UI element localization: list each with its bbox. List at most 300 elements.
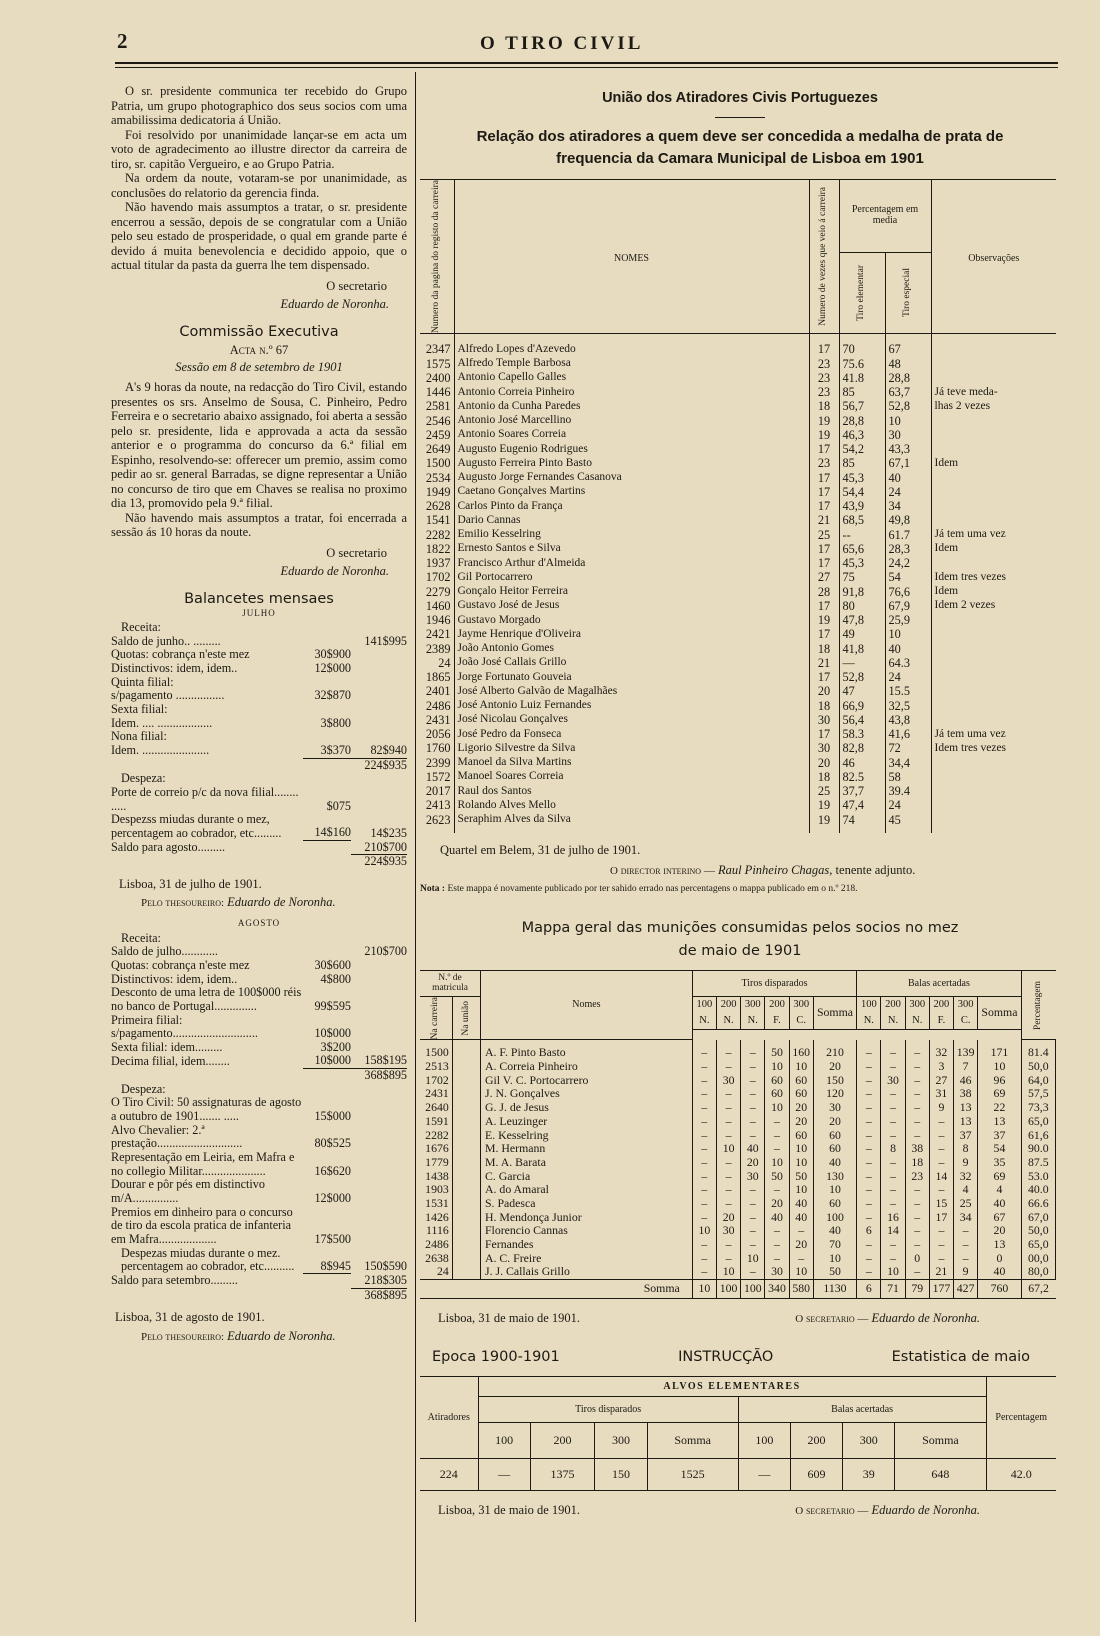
- cell-obs: Já teve meda-: [931, 385, 1056, 399]
- cell: 81.4: [1021, 1040, 1055, 1060]
- cell-vezes: 17: [809, 442, 839, 456]
- cell-pagina: 1949: [420, 485, 454, 499]
- cell-nome: Augusto Eugenio Rodrigues: [454, 442, 809, 456]
- cell: –: [765, 1252, 789, 1266]
- cell: –: [929, 1224, 953, 1238]
- ledger-amount: [303, 772, 351, 786]
- cell: 10: [765, 1060, 789, 1074]
- cell: [452, 1238, 480, 1252]
- cell: 40: [789, 1197, 813, 1211]
- cell: –: [881, 1040, 905, 1060]
- table-row: [420, 784, 1056, 798]
- cell: 4: [954, 1183, 978, 1197]
- table-row: [420, 1170, 1056, 1184]
- cell-elementar: —: [839, 656, 885, 670]
- cell-especial: 15.5: [885, 684, 931, 698]
- st-val: 1525: [647, 1459, 738, 1491]
- cell-nome: Ernesto Santos e Silva: [454, 542, 809, 556]
- cell: M. A. Barata: [481, 1156, 693, 1170]
- cell-vezes: 23: [809, 371, 839, 385]
- cell-pagina: 24: [420, 656, 454, 670]
- cell: [452, 1087, 480, 1101]
- ledger-row: [111, 813, 407, 840]
- cell: –: [857, 1156, 881, 1170]
- table-row: [420, 713, 1056, 727]
- cell-elementar: 45,3: [839, 556, 885, 570]
- cell-especial: 41,6: [885, 727, 931, 741]
- ledger-text: Primeira filial: s/pagamento............................: [111, 1012, 258, 1041]
- cell: 1702: [420, 1074, 452, 1088]
- cell: –: [765, 1115, 789, 1129]
- cell: 65,0: [1021, 1115, 1055, 1129]
- cell: 120: [813, 1087, 856, 1101]
- cell-pagina: 2459: [420, 428, 454, 442]
- cell-elementar: 56,4: [839, 713, 885, 727]
- cell-nome: Manoel da Silva Martins: [454, 756, 809, 770]
- cell: 2638: [420, 1252, 452, 1266]
- cell-nome: Raul dos Santos: [454, 784, 809, 798]
- cell-obs: [931, 813, 1056, 833]
- mappa-footer: [420, 1311, 1060, 1326]
- cell: 23: [905, 1170, 929, 1184]
- cell-nome: Dario Cannas: [454, 513, 809, 527]
- ledger-text: Despeza:: [121, 1081, 166, 1096]
- cell: 73,3: [1021, 1101, 1055, 1115]
- cell: –: [857, 1142, 881, 1156]
- cell: –: [905, 1224, 929, 1238]
- cell: 20: [789, 1115, 813, 1129]
- table-row: [420, 556, 1056, 570]
- cell-pagina: 1575: [420, 357, 454, 371]
- st-val: 42.0: [986, 1459, 1056, 1491]
- cell: 50: [789, 1170, 813, 1184]
- cell: –: [905, 1101, 929, 1115]
- ledger-amount: 8$945: [303, 1247, 351, 1274]
- cell: 0: [905, 1252, 929, 1266]
- ledger-total: [351, 786, 407, 813]
- paragraph: Foi resolvido por unanimidade lançar-se em acta um voto de agradecimento ao illustre director da carreira de tiro, sr. capitão Vergueiro, e ao Grupo Patria.: [111, 127, 407, 171]
- table-row: [420, 385, 1056, 399]
- cell: 40.0: [1021, 1183, 1055, 1197]
- ledger-total: 224$935: [364, 854, 407, 869]
- cell-especial: 30: [885, 428, 931, 442]
- sig-prefix: Pelo thesoureiro:: [141, 1330, 225, 1343]
- cell: 20: [789, 1238, 813, 1252]
- cell-especial: 24: [885, 798, 931, 812]
- cell: 40: [813, 1156, 856, 1170]
- cell-obs: [931, 471, 1056, 485]
- paragraph: Não havendo mais assumptos a tratar, foi encerrada a sessão ás 10 horas da noute.: [111, 510, 407, 540]
- cell: 139: [954, 1040, 978, 1060]
- cell: 0: [978, 1252, 1021, 1266]
- ledger-row: [111, 786, 407, 813]
- cell-vezes: 17: [809, 670, 839, 684]
- cell: –: [716, 1060, 740, 1074]
- header-nomes: NOMES: [613, 252, 649, 264]
- director-line: [420, 863, 1060, 878]
- cell: –: [905, 1060, 929, 1074]
- cell: –: [765, 1129, 789, 1143]
- sig-name: Eduardo de Noronha.: [227, 1328, 336, 1343]
- table-row: [420, 1142, 1056, 1156]
- cell-obs: [931, 713, 1056, 727]
- header-elementar: Tiro elementar: [856, 265, 867, 321]
- cell: –: [905, 1074, 929, 1088]
- cell-elementar: 85: [839, 456, 885, 470]
- cell-especial: 34,4: [885, 756, 931, 770]
- cell-pagina: 2413: [420, 798, 454, 812]
- ledger-row: [111, 1178, 407, 1205]
- cell-nome: João Antonio Gomes: [454, 642, 809, 656]
- cell: 10: [789, 1142, 813, 1156]
- julho-ledger: [111, 621, 407, 869]
- cell: –: [716, 1087, 740, 1101]
- mh-sub: 300 C.: [789, 997, 813, 1030]
- cell-elementar: 75.6: [839, 357, 885, 371]
- cell: –: [857, 1101, 881, 1115]
- cell: 13: [978, 1115, 1021, 1129]
- header-rule-2: [115, 67, 1058, 68]
- cell-obs: [931, 699, 1056, 713]
- cell-elementar: 70: [839, 334, 885, 357]
- epoca: Epoca 1900-1901: [432, 1349, 560, 1366]
- cell-elementar: 75: [839, 570, 885, 584]
- somma-value: 1130: [813, 1279, 856, 1298]
- cell: –: [716, 1101, 740, 1115]
- ledger-row: [111, 973, 407, 987]
- cell: 10: [741, 1252, 765, 1266]
- cell: 3: [929, 1060, 953, 1074]
- cell-obs: [931, 627, 1056, 641]
- ledger-text: Idem. ......................: [111, 743, 210, 758]
- ledger-amount: 32$870: [314, 688, 351, 703]
- cell-pagina: 2400: [420, 371, 454, 385]
- cell: –: [954, 1238, 978, 1252]
- cell: 1426: [420, 1211, 452, 1225]
- st-val: 648: [895, 1459, 986, 1491]
- cell-vezes: 17: [809, 599, 839, 613]
- cell: –: [929, 1156, 953, 1170]
- cell: –: [741, 1087, 765, 1101]
- ledger-total: [351, 676, 407, 690]
- cell-nome: Seraphim Alves da Silva: [454, 813, 809, 833]
- ledger-total: [351, 986, 407, 1013]
- ledger-amount: 12$000: [314, 1191, 351, 1206]
- table-row: [420, 357, 1056, 371]
- cell-pagina: 1822: [420, 542, 454, 556]
- table-row: [420, 371, 1056, 385]
- stats-sig-role: O secretario —: [795, 1505, 869, 1518]
- cell: 37: [954, 1129, 978, 1143]
- cell: 130: [813, 1170, 856, 1184]
- ledger-text: Sexta filial:: [111, 702, 168, 716]
- table-row: [420, 1183, 1056, 1197]
- cell-obs: [931, 656, 1056, 670]
- cell: 9: [954, 1156, 978, 1170]
- ledger-row: [111, 1288, 407, 1302]
- cell-especial: 67,1: [885, 456, 931, 470]
- table-row: [420, 471, 1056, 485]
- cell-pagina: 2279: [420, 585, 454, 599]
- cell-pagina: 1572: [420, 770, 454, 784]
- cell-nome: Antonio Soares Correia: [454, 428, 809, 442]
- table-row: [420, 1101, 1056, 1115]
- cell: –: [741, 1265, 765, 1279]
- table-row: [420, 627, 1056, 641]
- cell-obs: Idem 2 vezes: [931, 599, 1056, 613]
- cell-especial: 58: [885, 770, 931, 784]
- ledger-text: [111, 855, 303, 869]
- st-val: —: [478, 1459, 530, 1491]
- ledger-row: [111, 932, 407, 946]
- cell-especial: 32,5: [885, 699, 931, 713]
- cell-pagina: 2399: [420, 756, 454, 770]
- table-row: [420, 1087, 1056, 1101]
- cell: 50: [765, 1040, 789, 1060]
- ledger-total: [351, 932, 407, 946]
- cell-elementar: 66,9: [839, 699, 885, 713]
- table-row: [420, 1040, 1056, 1060]
- cell: 60: [813, 1129, 856, 1143]
- ledger-row: [111, 621, 407, 635]
- table-row: [420, 741, 1056, 755]
- cell: 40: [813, 1224, 856, 1238]
- cell: Florencio Cannas: [481, 1224, 693, 1238]
- cell: –: [929, 1115, 953, 1129]
- cell: –: [692, 1074, 716, 1088]
- ledger-total: 218$305: [351, 1274, 407, 1288]
- ledger-row: [111, 945, 407, 959]
- table-row: [420, 399, 1056, 413]
- somma-value: 100: [741, 1279, 765, 1298]
- cell-pagina: 1500: [420, 456, 454, 470]
- cell: G. J. de Jesus: [481, 1101, 693, 1115]
- cell: 32: [954, 1170, 978, 1184]
- cell: A. Correia Pinheiro: [481, 1060, 693, 1074]
- cell: –: [905, 1197, 929, 1211]
- cell: 10: [813, 1252, 856, 1266]
- cell: E. Kesselring: [481, 1129, 693, 1143]
- cell: –: [881, 1197, 905, 1211]
- cell: 1500: [420, 1040, 452, 1060]
- ledger-text: [111, 1288, 303, 1302]
- cell-vezes: 20: [809, 756, 839, 770]
- st-col: 300: [595, 1423, 647, 1459]
- cell: 50,0: [1021, 1224, 1055, 1238]
- cell: 30: [716, 1074, 740, 1088]
- st-val: 224: [420, 1459, 478, 1491]
- cell-pagina: 2486: [420, 699, 454, 713]
- signature-role: O secretario: [326, 545, 387, 560]
- cell-nome: Alfredo Temple Barbosa: [454, 357, 809, 371]
- cell: 14: [881, 1224, 905, 1238]
- ledger-row: [111, 772, 407, 786]
- cell-elementar: 46,3: [839, 428, 885, 442]
- cell-obs: Idem tres vezes: [931, 741, 1056, 755]
- cell-pagina: 2628: [420, 499, 454, 513]
- cell-vezes: 19: [809, 428, 839, 442]
- cell: –: [692, 1238, 716, 1252]
- cell: 96: [978, 1074, 1021, 1088]
- cell-vezes: 17: [809, 627, 839, 641]
- cell: –: [692, 1142, 716, 1156]
- cell: –: [857, 1060, 881, 1074]
- mh-sub: 300 C.: [954, 997, 978, 1030]
- cell-pagina: 2347: [420, 334, 454, 357]
- ledger-row: [111, 676, 407, 690]
- ledger-text: [111, 758, 303, 772]
- paragraph: O sr. presidente communica ter recebido do Grupo Patria, um grupo photographico dos seus socios com uma amabilissima dedicatoria á União.: [111, 84, 407, 127]
- ledger-text: Despezas miudas durante o mez. percentagem ao cobrador, etc..........: [121, 1245, 295, 1274]
- ledger-amount: 3$800: [320, 715, 351, 730]
- ledger-row: [111, 730, 407, 744]
- ledger-row: [111, 758, 407, 772]
- cell: –: [741, 1101, 765, 1115]
- ledger-text: Receita:: [121, 930, 161, 945]
- cell: 69: [978, 1170, 1021, 1184]
- cell: –: [692, 1183, 716, 1197]
- cell-vezes: 18: [809, 642, 839, 656]
- cell-vezes: 27: [809, 570, 839, 584]
- cell-nome: João José Callais Grillo: [454, 656, 809, 670]
- header-obs: Observações: [968, 252, 1020, 264]
- ledger-total: 210$700: [364, 944, 407, 959]
- ledger-total: [351, 1124, 407, 1151]
- ledger-text: Saldo para setembro.........: [111, 1273, 238, 1288]
- header-rule: [115, 62, 1058, 64]
- cell: 30: [881, 1074, 905, 1088]
- paragraph: A's 9 horas da noute, na redacção do Tiro Civil, estando presentes os srs. Anselmo de Sousa, C. Pinheiro, Pedro Ferreira e o secretario abaixo assignado, foi aberta a sessão pelo sr. presidente, lida e approvada a acta da sessão anterior e o programma do concurso da 6.ª filial em Espinho, resolvendo-se: offerecer um premio, assim como pedir ao sr. general Barradas, se digne representar a União no concurso de tiro que em Chaves se realisa no proximo dia 13, promovido pela 9.ª filial.: [111, 380, 407, 511]
- ledger-total: 210$700: [351, 841, 407, 855]
- cell: –: [905, 1183, 929, 1197]
- cell-nome: Francisco Arthur d'Almeida: [454, 556, 809, 570]
- cell: A. Leuzinger: [481, 1115, 693, 1129]
- table-row: [420, 1252, 1056, 1266]
- cell-vezes: 30: [809, 713, 839, 727]
- cell-obs: [931, 442, 1056, 456]
- cell-vezes: 21: [809, 656, 839, 670]
- ledger-total: [351, 973, 407, 987]
- ledger-row: [111, 1124, 407, 1151]
- ledger-text: Sexta filial: idem.........: [111, 1039, 223, 1054]
- ledger-text: Decima filial, idem........: [111, 1053, 230, 1068]
- cell: –: [716, 1170, 740, 1184]
- ledger-text: Despezss miudas durante o mez, percentagem ao cobrador, etc.........: [111, 812, 282, 840]
- cell-obs: Idem: [931, 542, 1056, 556]
- relacao-title: Relação dos atiradores a quem deve ser concedida a medalha de prata de frequencia da Camara Municipal de Lisboa em 1901: [476, 127, 1004, 167]
- somma-value: 340: [765, 1279, 789, 1298]
- cell: 38: [905, 1142, 929, 1156]
- cell-vezes: 19: [809, 813, 839, 833]
- cell-elementar: 45,3: [839, 471, 885, 485]
- cell-elementar: 74: [839, 813, 885, 833]
- ledger-text: Saldo de julho............: [111, 944, 218, 959]
- table-row: [420, 1115, 1056, 1129]
- ledger-row: [111, 1054, 407, 1068]
- ledger-text: Idem. .... ..................: [111, 715, 213, 730]
- cell: 10: [765, 1101, 789, 1115]
- cell: [452, 1156, 480, 1170]
- table-row: [420, 1238, 1056, 1252]
- cell-elementar: 56,7: [839, 399, 885, 413]
- cell-elementar: 41.8: [839, 371, 885, 385]
- cell: 100: [813, 1211, 856, 1225]
- ledger-row: [111, 648, 407, 662]
- ledger-amount: [303, 1274, 351, 1288]
- cell: A. do Amaral: [481, 1183, 693, 1197]
- cell-pagina: 1446: [420, 385, 454, 399]
- cell-elementar: 58.3: [839, 727, 885, 741]
- cell: 20: [716, 1211, 740, 1225]
- cell: 13: [954, 1101, 978, 1115]
- cell: 160: [789, 1040, 813, 1060]
- ledger-row: [111, 717, 407, 731]
- agosto-ledger: [111, 932, 407, 1303]
- cell: –: [692, 1101, 716, 1115]
- title-rule: [715, 117, 765, 118]
- cell: –: [881, 1183, 905, 1197]
- cell: 10: [765, 1156, 789, 1170]
- ledger-total: 158$195: [351, 1054, 407, 1068]
- table-row: [420, 756, 1056, 770]
- cell: 1116: [420, 1224, 452, 1238]
- cell-vezes: 18: [809, 399, 839, 413]
- instruccao: INSTRUCÇÃO: [678, 1349, 774, 1366]
- ledger-amount: [303, 676, 351, 690]
- ledger-amount: 15$000: [314, 1109, 351, 1124]
- cell-nome: José Antonio Luiz Fernandes: [454, 699, 809, 713]
- cell-nome: José Nicolau Gonçalves: [454, 713, 809, 727]
- cell-obs: [931, 371, 1056, 385]
- cell: C. Garcia: [481, 1170, 693, 1184]
- cell: –: [692, 1115, 716, 1129]
- mh-sub: 200 N.: [881, 997, 905, 1030]
- cell: 171: [978, 1040, 1021, 1060]
- cell: –: [881, 1060, 905, 1074]
- cell-especial: 61.7: [885, 528, 931, 542]
- cell-nome: Alfredo Lopes d'Azevedo: [454, 334, 809, 357]
- cell-vezes: 23: [809, 385, 839, 399]
- cell-pagina: 2431: [420, 713, 454, 727]
- cell: 8: [881, 1142, 905, 1156]
- table-row: [420, 613, 1056, 627]
- cell-elementar: 54,4: [839, 485, 885, 499]
- cell-nome: Gustavo José de Jesus: [454, 599, 809, 613]
- cell-obs: [931, 428, 1056, 442]
- cell-especial: 64.3: [885, 656, 931, 670]
- cell: –: [692, 1197, 716, 1211]
- cell: –: [716, 1115, 740, 1129]
- cell: M. Hermann: [481, 1142, 693, 1156]
- mh-sub: 200 F.: [765, 997, 789, 1030]
- mh-balas: Balas acertadas: [857, 971, 1021, 997]
- mh-somma: Somma: [978, 997, 1021, 1030]
- cell: –: [929, 1183, 953, 1197]
- st-val: 39: [843, 1459, 895, 1491]
- cell: 20: [789, 1101, 813, 1115]
- cell: 54: [978, 1142, 1021, 1156]
- ledger-amount: 16$620: [314, 1163, 351, 1178]
- cell: 7: [954, 1060, 978, 1074]
- mh-sub: 100 N.: [857, 997, 881, 1030]
- acta-number: Acta n.º 67: [229, 343, 289, 358]
- cell: –: [857, 1252, 881, 1266]
- cell-vezes: 19: [809, 613, 839, 627]
- cell: 87.5: [1021, 1156, 1055, 1170]
- cell: 60: [813, 1142, 856, 1156]
- cell: [452, 1211, 480, 1225]
- cell-pagina: 2282: [420, 528, 454, 542]
